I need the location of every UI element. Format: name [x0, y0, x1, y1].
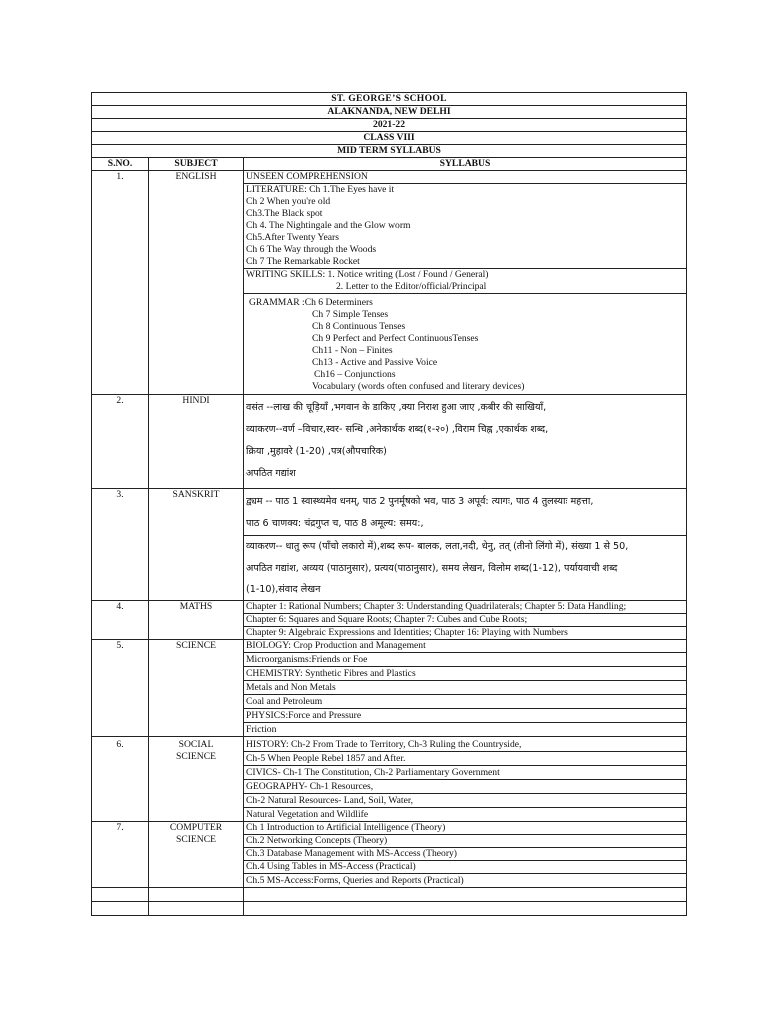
- syllabus-line: Ch 6 The Way through the Woods: [246, 244, 377, 255]
- syllabus-line-wrap: [244, 680, 686, 694]
- syllabus-line: Ch13 - Active and Passive Voice: [312, 357, 438, 368]
- syllabus-line-wrap: [244, 807, 686, 821]
- row-sno: 1.: [92, 171, 149, 395]
- row-syllabus-english: [244, 171, 687, 395]
- syllabus-line: Ch.4 Using Tables in MS-Access (Practical): [246, 861, 416, 872]
- syllabus-line-wrap: [244, 652, 686, 666]
- syllabus-line: Ch.5 MS-Access:Forms, Queries and Reports (Practical): [246, 875, 464, 886]
- row-syllabus-science: [244, 640, 687, 737]
- subject-line: SOCIAL: [178, 739, 214, 750]
- row-subject: ENGLISH: [149, 171, 244, 395]
- syllabus-line-wrap: [244, 779, 686, 793]
- syllabus-line: Ch.2 Networking Concepts (Theory): [246, 835, 388, 846]
- class-name: CLASS VIII: [92, 132, 687, 145]
- row-sno: 3.: [92, 489, 149, 601]
- table-row: [92, 171, 687, 395]
- session-year: 2021-22: [92, 119, 687, 132]
- row-subject: SCIENCE: [149, 640, 244, 737]
- sanskrit-grammar-block: [244, 535, 686, 600]
- table-row: [92, 489, 687, 601]
- syllabus-line-wrap: [244, 873, 686, 887]
- row-sno: 5.: [92, 640, 149, 737]
- row-syllabus-hindi: [244, 395, 687, 489]
- syllabus-line: Ch 1 Introduction to Artificial Intelligence (Theory): [246, 822, 446, 833]
- row-subject: SANSKRIT: [149, 489, 244, 601]
- table-row: [92, 822, 687, 888]
- syllabus-line: Ch 8 Continuous Tenses: [312, 321, 406, 332]
- row-syllabus-sanskrit: [244, 489, 687, 601]
- row-sno: 7.: [92, 822, 149, 888]
- syllabus-line: GEOGRAPHY- Ch-1 Resources,: [246, 781, 374, 792]
- syllabus-line-wrap: [244, 722, 686, 736]
- row-syllabus-social-science: [244, 737, 687, 822]
- syllabus-line-wrap: [244, 847, 686, 860]
- column-header-sno: S.NO.: [92, 158, 149, 171]
- syllabus-line-wrap: [244, 613, 686, 626]
- writing-block: [244, 268, 686, 293]
- syllabus-line: Chapter 1: Rational Numbers; Chapter 3: Understanding Quadrilaterals; Chapter 5: Data Handling;: [246, 601, 627, 612]
- syllabus-line: LITERATURE: Ch 1.The Eyes have it: [246, 184, 395, 195]
- syllabus-line: द्व्यम -- पाठ 1 स्वास्थ्यमेव धनम्, पाठ 2 पुनर्मूषको भव, पाठ 3 अपूर्व: त्यागः, पाठ 4 तुलस्याः महत्ता,: [246, 496, 594, 507]
- syllabus-line: Ch.3 Database Management with MS-Access (Theory): [246, 848, 458, 859]
- syllabus-line: Ch 9 Perfect and Perfect ContinuousTenses: [312, 333, 479, 344]
- syllabus-line: वसंत --लाख की चूड़ियाँ ,भगवान के डाकिए ,क्या निराश हुआ जाए ,कबीर की साखियाँ,: [246, 402, 547, 413]
- syllabus-line: WRITING SKILLS: 1. Notice writing (Lost / Found / General): [246, 269, 489, 280]
- syllabus-line: Ch11 - Non – Finites: [312, 345, 393, 356]
- syllabus-line: Vocabulary (words often confused and literary devices): [312, 381, 525, 392]
- table-row: [92, 737, 687, 822]
- syllabus-line: Coal and Petroleum: [246, 696, 323, 707]
- syllabus-line-wrap: [244, 860, 686, 873]
- school-location: ALAKNANDA, NEW DELHI: [92, 106, 687, 119]
- syllabus-line: व्याकरण--वर्ण –विचार,स्वर- सन्धि ,अनेकार्थक शब्द(१-२०) ,विराम चिह्न ,एकार्थक शब्द,: [246, 424, 549, 435]
- syllabus-line: (1-10),संवाद लेखन: [246, 584, 321, 595]
- column-header-subject: SUBJECT: [149, 158, 244, 171]
- row-subject: MATHS: [149, 601, 244, 640]
- syllabus-line-wrap: [244, 793, 686, 807]
- grammar-block: [244, 293, 686, 394]
- syllabus-line: Microorganisms:Friends or Foe: [246, 654, 368, 665]
- row-subject: [149, 822, 244, 888]
- row-sno: 2.: [92, 395, 149, 489]
- syllabus-line: पाठ 6 चाणक्य: चंद्रगुप्त च, पाठ 8 अमूल्य: समय:,: [246, 518, 424, 529]
- syllabus-line: Ch-5 When People Rebel 1857 and After.: [246, 753, 406, 764]
- table-row: [92, 640, 687, 737]
- subject-line: SCIENCE: [176, 834, 216, 845]
- syllabus-line: Metals and Non Metals: [246, 682, 336, 693]
- syllabus-line: BIOLOGY: Crop Production and Management: [246, 640, 426, 651]
- syllabus-line: Natural Vegetation and Wildlife: [246, 809, 369, 820]
- syllabus-line: 2. Letter to the Editor/official/Principal: [336, 281, 487, 292]
- subject-line: SCIENCE: [176, 751, 216, 762]
- syllabus-line: Ch-2 Natural Resources- Land, Soil, Water,: [246, 795, 414, 806]
- syllabus-document: [91, 92, 686, 916]
- syllabus-line: Chapter 9: Algebraic Expressions and Identities; Chapter 16: Playing with Numbers: [246, 627, 568, 638]
- syllabus-line: Friction: [246, 724, 277, 735]
- row-subject: [149, 737, 244, 822]
- syllabus-line-wrap: [244, 708, 686, 722]
- syllabus-line-wrap: [244, 694, 686, 708]
- column-header-row: [92, 158, 687, 171]
- document-title: MID TERM SYLLABUS: [92, 145, 687, 158]
- syllabus-line: Ch 4. The Nightingale and the Glow worm: [246, 220, 411, 231]
- syllabus-line: UNSEEN COMPREHENSION: [246, 171, 368, 182]
- syllabus-line: Ch 7 Simple Tenses: [312, 309, 389, 320]
- syllabus-line: CIVICS- Ch-1 The Constitution, Ch-2 Parliamentary Government: [246, 767, 500, 778]
- syllabus-line: Chapter 6: Squares and Square Roots; Chapter 7: Cubes and Cube Roots;: [246, 614, 528, 625]
- syllabus-line: क्रिया ,मुहावरे (1-20) ,पत्र(औपचारिक): [246, 446, 387, 457]
- syllabus-line: Ch3.The Black spot: [246, 208, 323, 219]
- syllabus-line: Ch 2 When you're old: [246, 196, 331, 207]
- syllabus-line: Ch5.After Twenty Years: [246, 232, 339, 243]
- row-sno: 6.: [92, 737, 149, 822]
- syllabus-line: अपठित गद्यांश, अव्यय (पाठानुसार), प्रत्यय(पाठानुसार), समय लेखन, विलोम शब्द(1-12), पर्यायवाची शब्द: [246, 563, 618, 574]
- syllabus-line-wrap: [244, 751, 686, 765]
- syllabus-line: व्याकरण-- धातु रूप (पाँचो लकारो में),शब्द रूप- बालक, लता,नदी, धेनु, तत् (तीनो लिंगो में), संख्या 1 से 50,: [246, 541, 629, 552]
- syllabus-line: GRAMMAR :Ch 6 Determiners: [249, 297, 373, 308]
- syllabus-line: PHYSICS:Force and Pressure: [246, 710, 362, 721]
- row-syllabus-computer-science: [244, 822, 687, 888]
- column-header-syllabus: SYLLABUS: [244, 158, 687, 171]
- syllabus-line-wrap: [244, 834, 686, 847]
- table-row: [92, 395, 687, 489]
- empty-row: [92, 888, 687, 902]
- literature-block: [244, 183, 686, 268]
- row-subject: HINDI: [149, 395, 244, 489]
- table-row: [92, 601, 687, 640]
- school-name: ST. GEORGE’S SCHOOL: [92, 93, 687, 106]
- syllabus-table: [91, 92, 687, 916]
- syllabus-line-wrap: [244, 666, 686, 680]
- row-syllabus-maths: [244, 601, 687, 640]
- empty-row: [92, 902, 687, 916]
- syllabus-line: अपठित गद्यांश: [246, 468, 296, 479]
- syllabus-line: Ch 7 The Remarkable Rocket: [246, 256, 360, 267]
- syllabus-line: HISTORY: Ch-2 From Trade to Territory, Ch-3 Ruling the Countryside,: [246, 739, 522, 750]
- subject-line: COMPUTER: [169, 822, 223, 833]
- syllabus-line-wrap: [244, 626, 686, 639]
- row-sno: 4.: [92, 601, 149, 640]
- syllabus-line: Ch16 – Conjunctions: [314, 369, 396, 380]
- syllabus-line-wrap: [244, 765, 686, 779]
- syllabus-line: CHEMISTRY: Synthetic Fibres and Plastics: [246, 668, 416, 679]
